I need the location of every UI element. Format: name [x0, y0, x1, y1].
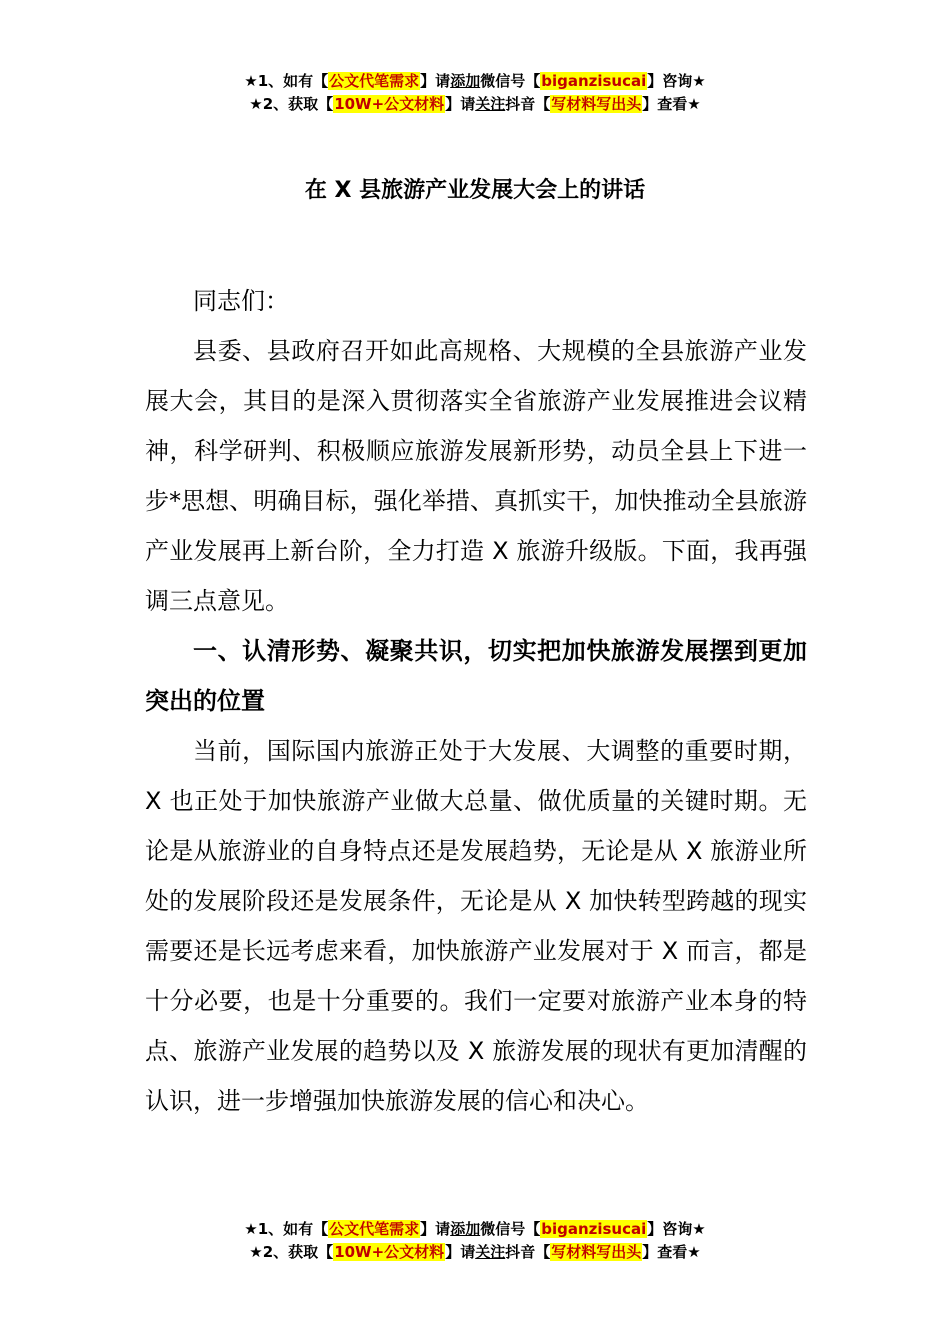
banner-text: ★1、如有【: [244, 72, 329, 90]
banner-text: 】查看★: [642, 95, 701, 113]
banner-text: 】请: [420, 1220, 451, 1238]
banner-underlined: 关注: [475, 1243, 506, 1261]
header-banner: [0, 70, 950, 116]
banner-line-1: [0, 70, 950, 93]
banner-text: 】咨询★: [647, 72, 706, 90]
banner-text: ★2、获取【: [249, 1243, 334, 1261]
paragraph: 县委、县政府召开如此高规格、大规模的全县旅游产业发展大会，其目的是深入贯彻落实全省旅游产业发展推进会议精神，科学研判、积极顺应旅游发展新形势，动员全县上下进一步*思想、明确目标，强化举措、真抓实干，加快推动全县旅游产业发展再上新台阶，全力打造 X 旅游升级版。下面，我再强调三点意见。: [145, 337, 807, 615]
banner-highlight: 10W+公文材料: [334, 95, 445, 113]
banner-line-2: [0, 93, 950, 116]
banner-text: ★2、获取【: [249, 95, 334, 113]
banner-highlight: 写材料写出头: [551, 1243, 642, 1261]
banner-highlight: 公文代笔需求: [329, 72, 420, 90]
banner-text: 】请: [445, 1243, 476, 1261]
footer-banner: [0, 1218, 950, 1264]
document-body: [145, 276, 807, 1126]
banner-underlined: 添加: [450, 1220, 481, 1238]
banner-highlight: 公文代笔需求: [329, 1220, 420, 1238]
banner-text: 】查看★: [642, 1243, 701, 1261]
banner-text: ★1、如有【: [244, 1220, 329, 1238]
banner-text: 】请: [445, 95, 476, 113]
banner-text: 】咨询★: [647, 1220, 706, 1238]
salutation: 同志们：: [193, 287, 289, 315]
banner-highlight: 写材料写出头: [551, 95, 642, 113]
banner-underlined: 关注: [475, 95, 506, 113]
section-heading: 一、认清形势、凝聚共识，切实把加快旅游发展摆到更加突出的位置: [145, 637, 807, 715]
paragraph: 当前，国际国内旅游正处于大发展、大调整的重要时期，X 也正处于加快旅游产业做大总量、做优质量的关键时期。无论是从旅游业的自身特点还是发展趋势，无论是从 X 旅游业所处的发展阶段还是发展条件，无论是从 X 加快转型跨越的现实需要还是长远考虑来看，加快旅游产业发展对于 X 而言，都是十分必要，也是十分重要的。我们一定要对旅游产业本身的特点、旅游产业发展的趋势以及 X 旅游发展的现状有更加清醒的认识，进一步增强加快旅游发展的信心和决心。: [145, 737, 807, 1115]
banner-highlight: biganzisucai: [541, 72, 647, 90]
banner-highlight: biganzisucai: [541, 1220, 647, 1238]
banner-text: 微信号【: [480, 1220, 541, 1238]
banner-line-2: [0, 1241, 950, 1264]
banner-text: 抖音【: [505, 95, 551, 113]
banner-text: 微信号【: [480, 72, 541, 90]
banner-highlight: 10W+公文材料: [334, 1243, 445, 1261]
banner-text: 】请: [420, 72, 451, 90]
document-title: 在 X 县旅游产业发展大会上的讲话: [304, 177, 646, 203]
banner-line-1: [0, 1218, 950, 1241]
banner-underlined: 添加: [450, 72, 481, 90]
banner-text: 抖音【: [505, 1243, 551, 1261]
